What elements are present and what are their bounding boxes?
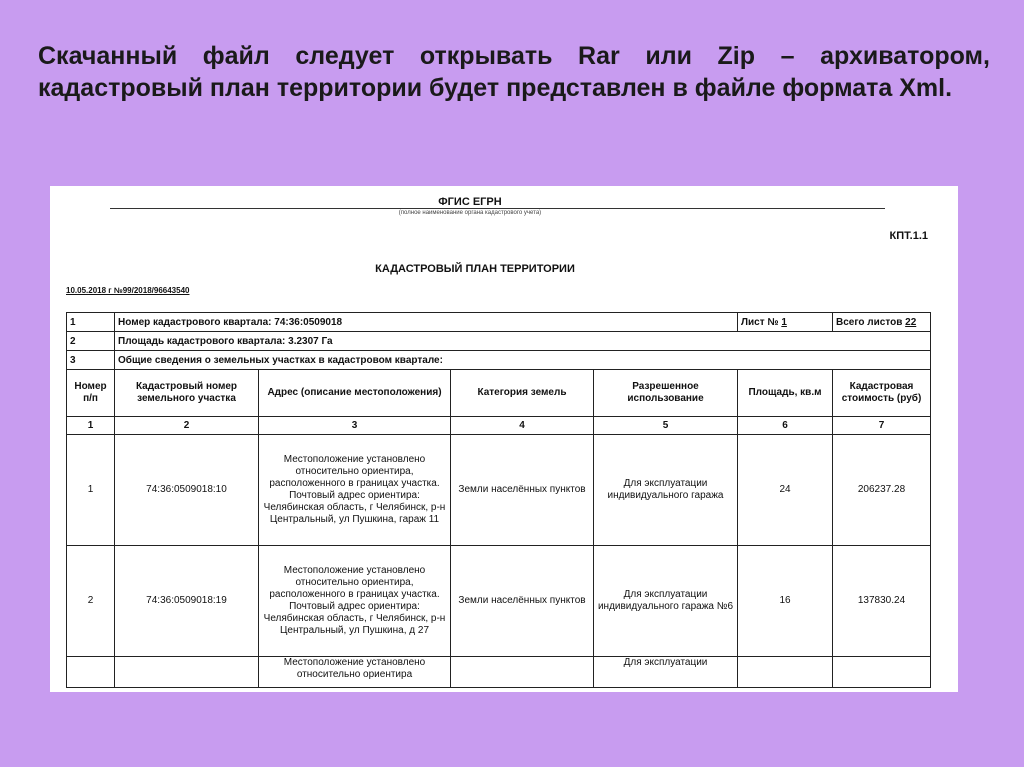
info-row-number: 2 bbox=[67, 332, 115, 351]
col-header: Адрес (описание местоположения) bbox=[259, 370, 451, 417]
info-row-general bbox=[67, 351, 931, 370]
table-header bbox=[67, 370, 931, 417]
col-number: 6 bbox=[738, 417, 833, 435]
address: Местоположение установлено относительно ориентира, расположенного в границах участка. Почтовый адрес ориентира: Челябинская область, г Челябинск, р-н Центральный, ул Пушкина, д 27 bbox=[259, 546, 451, 657]
col-number: 2 bbox=[115, 417, 259, 435]
row-num: 1 bbox=[67, 435, 115, 546]
org-note: (полное наименование органа кадастрового учета) bbox=[398, 210, 542, 216]
form-code: КПТ.1.1 bbox=[889, 230, 928, 242]
permitted-use: Для эксплуатации индивидуального гаража bbox=[594, 435, 738, 546]
table-row bbox=[67, 546, 931, 657]
land-category: Земли населённых пунктов bbox=[451, 546, 594, 657]
address: Местоположение установлено относительно ориентира, расположенного в границах участка. Почтовый адрес ориентира: Челябинская область, г Челябинск, р-н Центральный, ул Пушкина, гараж 11 bbox=[259, 435, 451, 546]
permitted-use: Для эксплуатации индивидуального гаража №6 bbox=[594, 546, 738, 657]
col-number: 5 bbox=[594, 417, 738, 435]
quarter-area: Площадь кадастрового квартала: 3.2307 Га bbox=[115, 332, 931, 351]
cadastral-cost: 206237.28 bbox=[833, 435, 931, 546]
info-row-number: 1 bbox=[67, 313, 115, 332]
area: 24 bbox=[738, 435, 833, 546]
org-underline bbox=[110, 208, 885, 209]
info-row-number: 3 bbox=[67, 351, 115, 370]
row-num: 2 bbox=[67, 546, 115, 657]
col-header: Площадь, кв.м bbox=[738, 370, 833, 417]
info-row-area bbox=[67, 332, 931, 351]
quarter-number: Номер кадастрового квартала: 74:36:0509018 bbox=[115, 313, 738, 332]
cadastral-cost: 137830.24 bbox=[833, 546, 931, 657]
org-name: ФГИС ЕГРН bbox=[438, 196, 502, 208]
plot-table bbox=[66, 312, 931, 688]
table-row bbox=[67, 435, 931, 546]
document-scan bbox=[50, 186, 958, 692]
col-header: Кадастровый номер земельного участка bbox=[115, 370, 259, 417]
land-category: Земли населённых пунктов bbox=[451, 435, 594, 546]
info-row-quarter bbox=[67, 313, 931, 332]
col-header: Номер п/п bbox=[67, 370, 115, 417]
permitted-use: Для эксплуатации bbox=[594, 657, 738, 688]
general-info: Общие сведения о земельных участках в кадастровом квартале: bbox=[115, 351, 931, 370]
total-sheets: Всего листов 22 bbox=[833, 313, 931, 332]
cadastral-number: 74:36:0509018:19 bbox=[115, 546, 259, 657]
area: 16 bbox=[738, 546, 833, 657]
slide-heading: Скачанный файл следует открывать Rar или Zip – архиватором, кадастровый план территории будет представлен в файле формата Xml. bbox=[38, 42, 990, 102]
col-header: Категория земель bbox=[451, 370, 594, 417]
document-title: КАДАСТРОВЫЙ ПЛАН ТЕРРИТОРИИ bbox=[375, 263, 575, 275]
document-date-number: 10.05.2018 г №99/2018/96643540 bbox=[66, 286, 190, 295]
col-number: 1 bbox=[67, 417, 115, 435]
cadastral-number: 74:36:0509018:10 bbox=[115, 435, 259, 546]
col-header: Разрешенное использование bbox=[594, 370, 738, 417]
table-row-partial bbox=[67, 657, 931, 688]
column-numbers-row bbox=[67, 417, 931, 435]
col-number: 3 bbox=[259, 417, 451, 435]
col-number: 7 bbox=[833, 417, 931, 435]
address: Местоположение установлено относительно ориентира bbox=[259, 657, 451, 688]
col-header: Кадастровая стоимость (руб) bbox=[833, 370, 931, 417]
sheet-number: Лист № 1 bbox=[738, 313, 833, 332]
col-number: 4 bbox=[451, 417, 594, 435]
